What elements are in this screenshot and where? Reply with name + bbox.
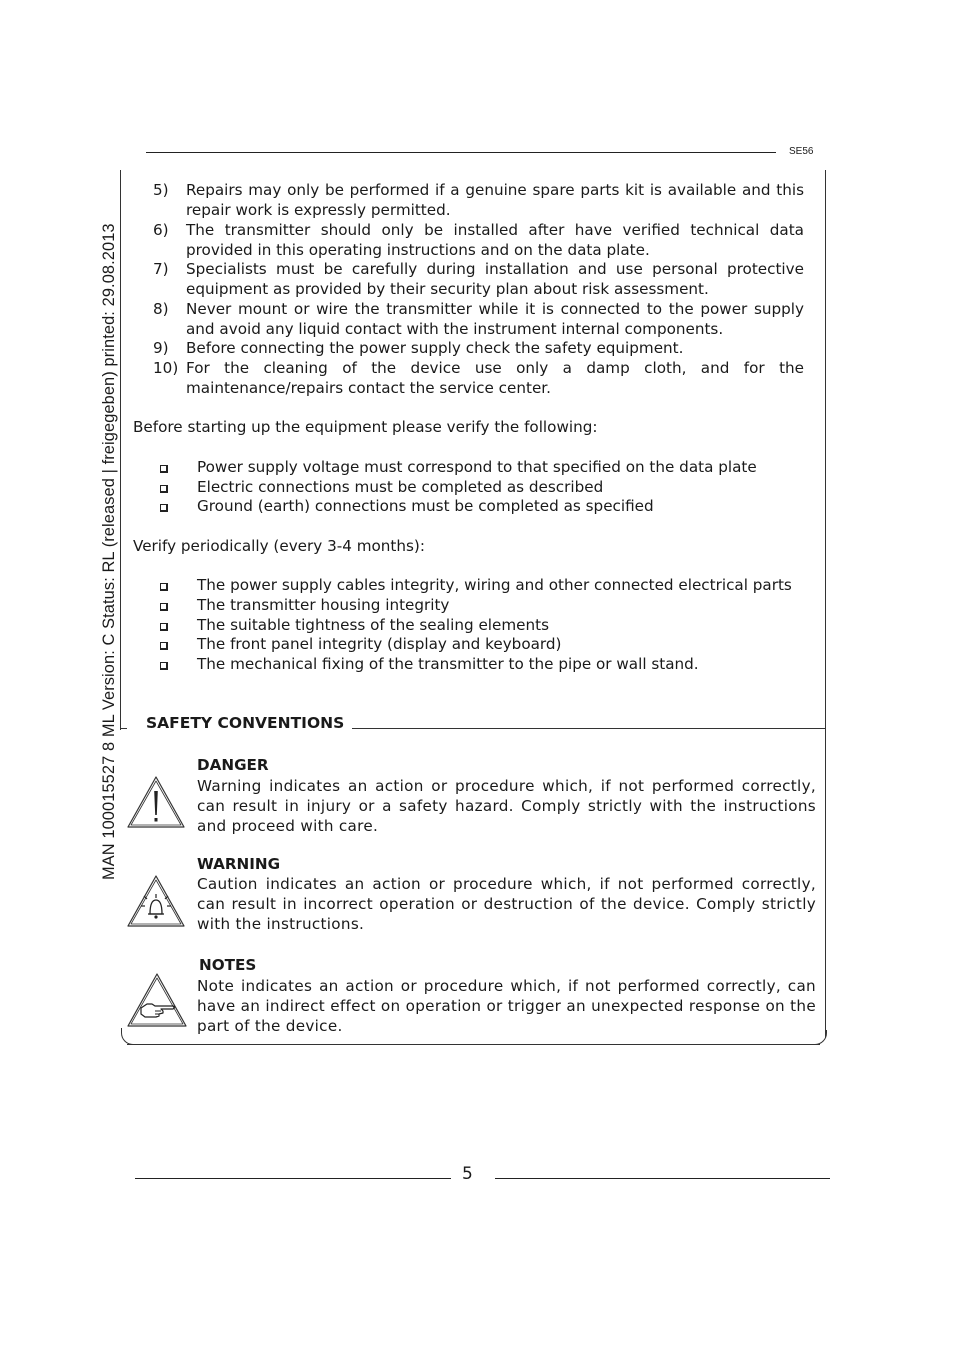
footer-rule-right (495, 1178, 830, 1179)
periodic-intro-text: Verify periodically (every 3-4 months): (133, 537, 425, 555)
checkbox-icon (160, 580, 172, 592)
checkbox-icon (160, 600, 172, 612)
notes-title: NOTES (199, 956, 257, 974)
list-item: For the cleaning of the device use only a damp cloth, and for the maintenance/repairs contact the service center. (186, 359, 804, 397)
section-title: SAFETY CONVENTIONS (146, 714, 345, 732)
frame-left-border (120, 170, 121, 730)
checkbox-icon (160, 462, 172, 474)
list-item: Before connecting the power supply check the safety equipment. (186, 339, 684, 357)
list-number: 7) (153, 260, 169, 278)
list-number: 9) (153, 339, 169, 357)
checklist-item: The power supply cables integrity, wiring and other connected electrical parts (197, 576, 792, 594)
list-item: Repairs may only be performed if a genuine spare parts kit is available and this repair work is expressly permitted. (186, 181, 804, 219)
section-rule (352, 728, 825, 729)
checkbox-icon (160, 482, 172, 494)
sidebar-metadata-text: MAN 100015527 8 ML Version: C Status: RL (released | freigegeben) printed: 29.08.2013 (100, 223, 118, 880)
list-number: 10) (153, 359, 179, 377)
frame-right-border (825, 170, 826, 1038)
section-rule-left (120, 728, 127, 729)
danger-text: Warning indicates an action or procedure which, if not performed correctly, can result in injury or a safety hazard. Comply strictly with the instructions and proceed with care. (197, 777, 816, 835)
exclamation-triangle-icon (125, 773, 187, 831)
document-sidebar-metadata (98, 155, 120, 880)
checklist-item: The suitable tightness of the sealing elements (197, 616, 549, 634)
checkbox-icon (160, 620, 172, 632)
checkbox-icon (160, 639, 172, 651)
checklist-item: Power supply voltage must correspond to that specified on the data plate (197, 458, 757, 476)
warning-text: Caution indicates an action or procedure which, if not performed correctly, can result in incorrect operation or destruction of the device. Comply strictly with the instructions. (197, 875, 816, 933)
alarm-bell-triangle-icon (125, 872, 187, 930)
danger-title: DANGER (197, 756, 269, 774)
footer-rule-left (135, 1178, 451, 1179)
list-number: 6) (153, 221, 169, 239)
checklist-item: Ground (earth) connections must be completed as specified (197, 497, 654, 515)
checkbox-icon (160, 659, 172, 671)
frame-bottom-border (127, 1044, 820, 1045)
checklist-item: Electric connections must be completed as described (197, 478, 604, 496)
pointing-hand-triangle-icon (125, 970, 189, 1030)
notes-text: Note indicates an action or procedure which, if not performed correctly, can have an indirect effect on operation or trigger an unexpected response on the part of the device. (197, 977, 816, 1035)
list-item: Specialists must be carefully during installation and use personal protective equipment as provided by their security plan about risk assessment. (186, 260, 804, 298)
header-code: SE56 (789, 146, 814, 157)
verify-intro-text: Before starting up the equipment please verify the following: (133, 418, 598, 436)
checklist-item: The mechanical fixing of the transmitter to the pipe or wall stand. (197, 655, 699, 673)
warning-title: WARNING (197, 855, 281, 873)
list-number: 8) (153, 300, 169, 318)
checkbox-icon (160, 501, 172, 513)
page-number: 5 (462, 1164, 473, 1184)
list-item: The transmitter should only be installed after have verified technical data provided in this operating instructions and on the data plate. (186, 221, 804, 259)
checklist-item: The front panel integrity (display and keyboard) (197, 635, 562, 653)
checklist-item: The transmitter housing integrity (197, 596, 450, 614)
frame-corner-left (121, 1028, 134, 1045)
list-item: Never mount or wire the transmitter while it is connected to the power supply and avoid any liquid contact with the instrument internal components. (186, 300, 804, 338)
list-number: 5) (153, 181, 169, 199)
header-rule (146, 152, 776, 153)
